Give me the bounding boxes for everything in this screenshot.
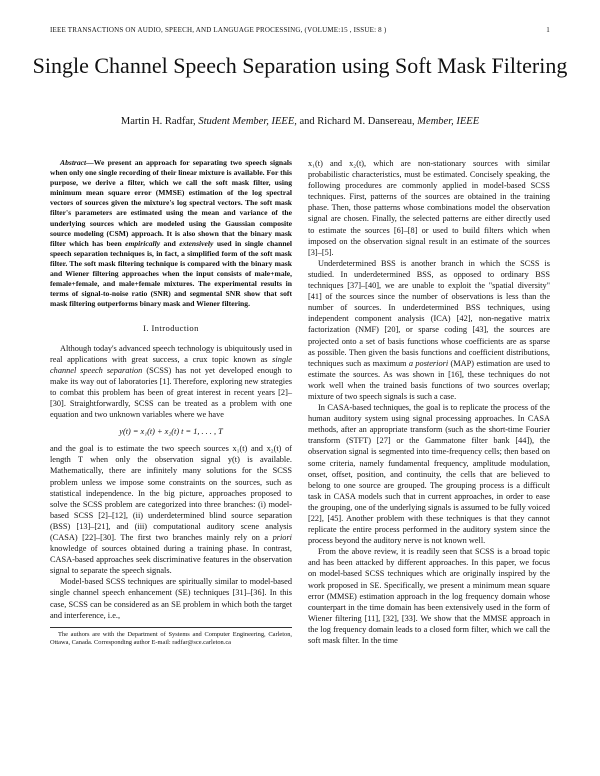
body-paragraph-2: Underdetermined BSS is another branch in which the SCSS is studied. In underdetermined BSS, as opposed to ordinary BSS techniques [37]–[40], we are unable to exploit the "spatial diversity" [41] of the sources since the number of observations is less than the number of sources. In underdetermined BSS techniques, using independent component analysis (ICA) [42], non-negative matrix factorization (NMF) [20], or sparse coding [43], the sources are projected onto a set of basis functions whose coefficients are as sparse as possible. Then given the basis functions and coefficient distributions, techniques such as maximum a posteriori (MAP) estimation are used to estimate the sources. As was shown in [16], these techniques do not work well when the trained basis functions of two sources overlap; mixture of two speech signals is such a case.: [308, 258, 551, 401]
author-line: [30, 116, 570, 127]
left-column: [50, 158, 292, 647]
author-1: Martin H. Radfar,: [120, 116, 196, 127]
body-paragraph-1: x₁(t) and x₂(t), which are non-stationary sources with similar probabilistic characteristics, must be estimated. Concisely speaking, the following procedures are commonly applied in model-based SCSS techniques. First, patterns of the sources are obtained in the training phase. Then, those patterns whose combinations model the observation signal are chosen. Finally, the selected patterns are either directly used to estimate the sources [6]–[8] or used to build filters which when imposed on the observation signal result in an estimate of the sources [3]–[5].: [308, 159, 550, 257]
author-2: and Richard M. Dansereau,: [299, 116, 415, 127]
author-2-role: Member, IEEE: [417, 116, 480, 127]
section-heading: I. Introduction: [143, 323, 199, 334]
equation: y(t) = x₁(t) + x₂(t) t = 1, . . . , T: [119, 427, 223, 437]
running-header: [50, 26, 550, 38]
abstract: Abstract—We present an approach for separating two speech signals when only one single recording of their linear mixture is available. For this purpose, we derive a filter, which we call the soft mask filter, using minimum mean square error (MMSE) estimation of the log spectral vectors of sources given the mixture's log spectral vectors. The soft mask filter's parameters are estimated using the mean and variance of the underlying sources which are modeled using the Gaussian composite source modeling (CSM) approach. It is also shown that the binary mask filter which has been empirically and extensively used in single channel speech separation techniques is, in fact, a simplified form of the soft mask filter. The soft mask filtering technique is compared with the binary mask and Wiener filtering approaches when the input consists of male+male, female+female, and male+female mixtures. The experimental results in terms of signal-to-noise ratio (SNR) and segmental SNR show that soft mask filtering outperforms binary mask and Wiener filtering.: [50, 158, 293, 309]
intro-paragraph-2: and the goal is to estimate the two speech sources x₁(t) and x₂(t) of length T when only the observation signal y(t) is available. Mathematically, there are infinitely many solutions for the SCSS problem unless we impose some constraints on the sources, such as statistical independence. In the big picture, approaches proposed to solve the SCSS problem are categorized into three branches: (i) model-based SCSS [2]–[12], (ii) underdetermined blind source separation (BSS) [13]–[21], and (iii) computational auditory scene analysis (CASA) [22]–[30]. The first two branches mainly rely on a priori knowledge of sources obtained during a training phase. In contrast, CASA-based approaches seek discriminative features in the observation signal to separate the speech signals.: [50, 444, 292, 576]
body-paragraph-3: In CASA-based techniques, the goal is to replicate the process of the human auditory system using signal processing approaches. In CASA methods, after an appropriate transform (such as the short-time Fourier transform (STFT) [27] or the Gammatone filter bank [44]), the observation signal is segmented into time-frequency cells; then based on some criteria, namely fundamental frequency, amplitude modulation, onset, offset, position, and continuity, the cells that are believed to belong to one source are grouped. The grouping process is a difficult task in CASA models such that in current approaches, in order to ease the grouping, one of the underlying signals is assumed to be fully voiced [22], [45]. Another problem with these techniques is that they cannot replicate the entire process performed in the auditory system since the process beyond the auditory nerve is not known well.: [308, 403, 550, 546]
intro-paragraph-1: Although today's advanced speech technology is ubiquitously used in real applications with great success, a crux topic known as single channel speech separation (SCSS) has not yet developed enough to make its way out of laboratories [1]. Therefore, exploring new strategies to combat this problem has been of great interest in recent years [2]–[30]. Straightforwardly, SCSS can be treated as a problem with one equation and two unknown variables where we have: [50, 343, 292, 420]
page-number: 1: [546, 26, 550, 34]
author-1-role: Student Member, IEEE,: [198, 116, 297, 127]
paper-title: Single Channel Speech Separation using Soft Mask Filtering: [32, 53, 568, 78]
body-paragraph-4: From the above review, it is readily seen that SCSS is a broad topic and has been attacked by different approaches. In this paper, we focus on model-based SCSS techniques which are originally inspired by the work proposed in SE. Specifically, we present a minimum mean square error (MMSE) estimation approach in the log frequency domain whose counterpart in the time domain has been extensively used in the form of Wiener filtering [11], [32], [33]. We show that the MMSE approach in the log frequency domain leads to a closed form filter, which we call the soft mask filter. In the time: [308, 547, 550, 646]
abstract-label: Abstract: [60, 158, 87, 167]
footnote: The authors are with the Department of Systems and Computer Engineering, Carleton, Ottawa, Canada. Corresponding author E-mail: radfar@sce.carleton.ca: [50, 627, 292, 647]
right-column: [308, 158, 550, 646]
intro-paragraph-3: Model-based SCSS techniques are spiritually similar to model-based single channel speech enhancement (SE) techniques [31]–[36]. In this case, SCSS can be considered as an SE problem in which both the target and interference, i.e.,: [50, 577, 292, 620]
journal-name: IEEE TRANSACTIONS ON AUDIO, SPEECH, AND LANGUAGE PROCESSING, (VOLUME:15 , ISSUE: 8 ): [50, 26, 387, 34]
